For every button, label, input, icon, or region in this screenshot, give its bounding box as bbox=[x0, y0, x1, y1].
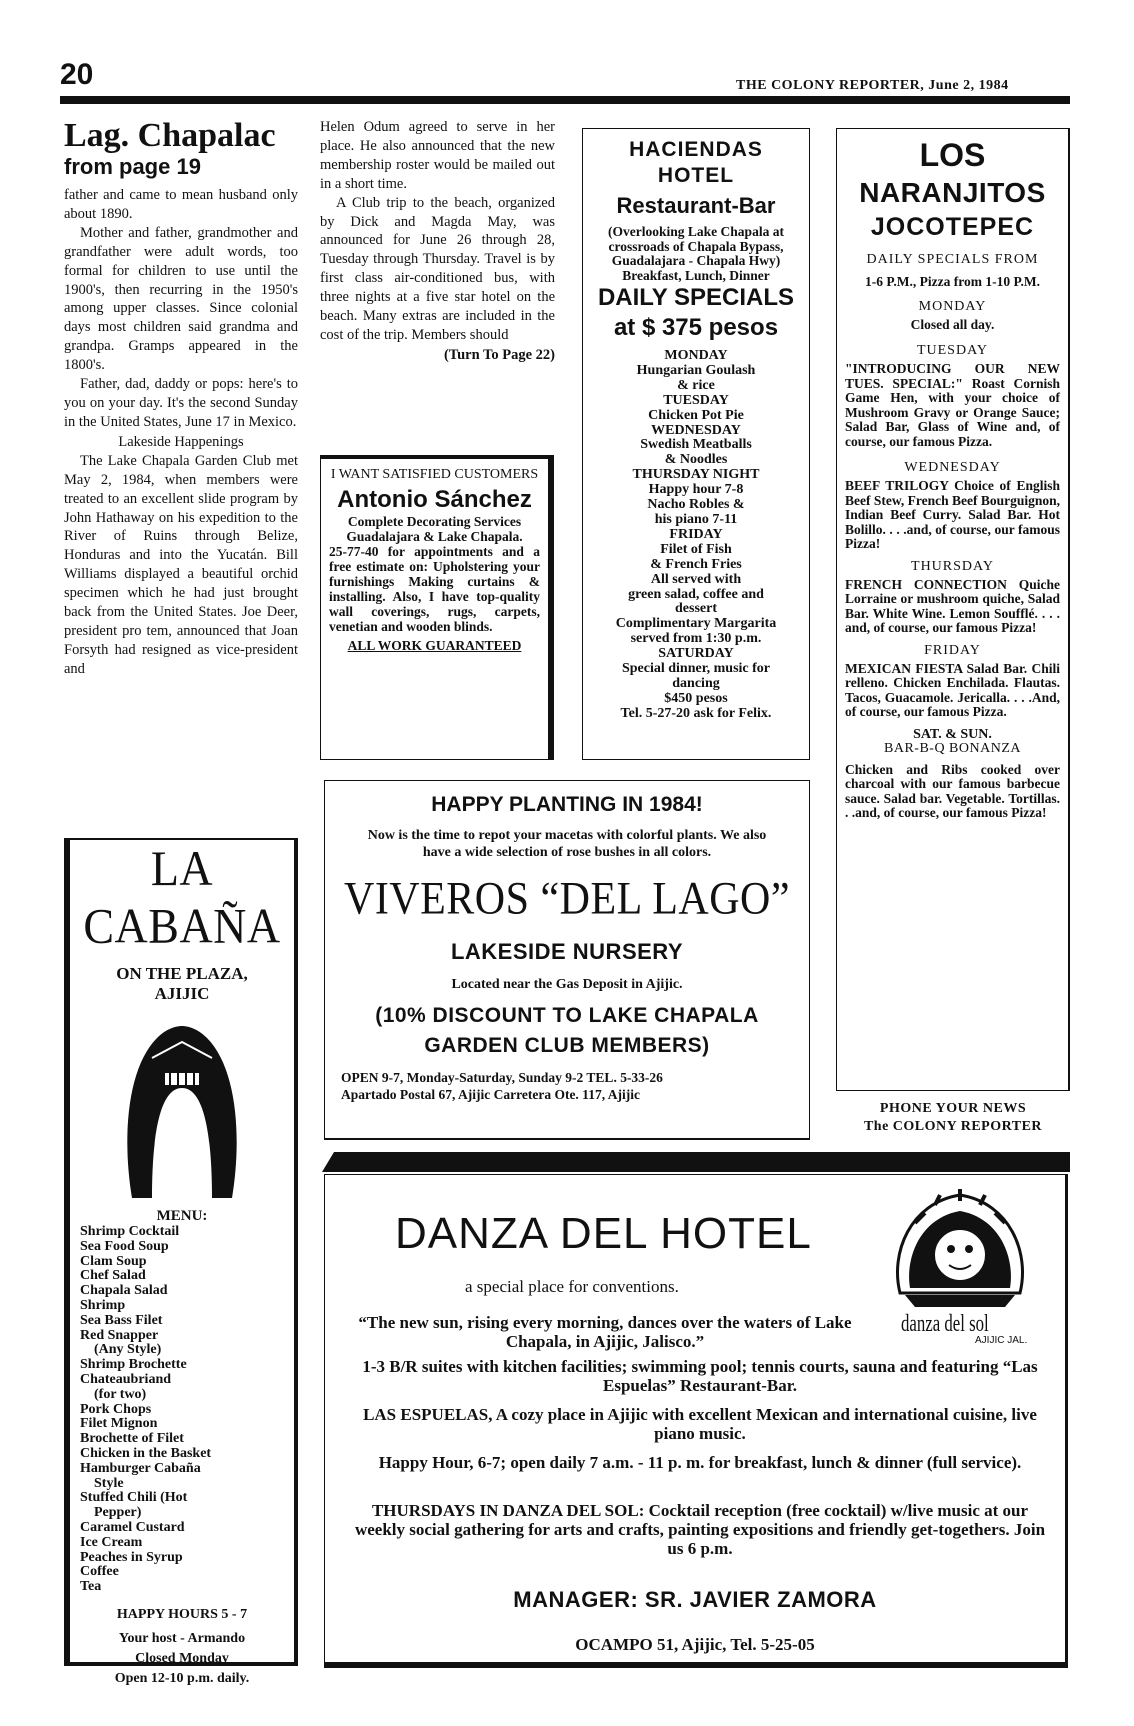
menu-line: $450 pesos bbox=[664, 690, 728, 706]
menu-item: Chapala Salad bbox=[80, 1283, 168, 1299]
menu-line: & rice bbox=[677, 377, 715, 393]
ad-name: Antonio Sánchez bbox=[337, 486, 532, 513]
ad-paragraph: THURSDAYS IN DANZA DEL SOL: Cocktail reception (free cocktail) w/live music at our weekly social gathering for arts and crafts, painting expositions and friendly get-togethers. Join us 6 p.m. bbox=[354, 1501, 1046, 1558]
ad-day-heading: WEDNESDAY bbox=[904, 460, 1001, 475]
ad-address: Apartado Postal 67, Ajijic Carretera Ote. 117, Ajijic bbox=[341, 1087, 640, 1102]
menu-line: Happy hour 7-8 bbox=[648, 482, 744, 498]
ad-title: LA CABAÑA bbox=[83, 840, 281, 954]
menu-item: Peaches in Syrup bbox=[80, 1549, 183, 1565]
la-cabana-ad bbox=[64, 838, 298, 1686]
ad-day-heading: SAT. & SUN. bbox=[913, 726, 992, 742]
menu-line: Chicken Pot Pie bbox=[648, 407, 744, 423]
menu-line: & Noodles bbox=[664, 452, 728, 468]
menu-line: & French Fries bbox=[650, 556, 742, 572]
cabana-illustration bbox=[112, 1018, 252, 1198]
ad-title: NARANJITOS bbox=[859, 177, 1046, 208]
menu-item: Sea Bass Filet bbox=[80, 1312, 163, 1328]
menu-item: Coffee bbox=[80, 1564, 119, 1580]
ad-town: JOCOTEPEC bbox=[870, 213, 1035, 241]
menu-line: MONDAY bbox=[664, 348, 728, 363]
ad-paragraph: LAS ESPUELAS, A cozy place in Ajijic with excellent Mexican and international cuisine, live piano music. bbox=[363, 1405, 1037, 1443]
ad-daily: DAILY SPECIALS FROM bbox=[866, 252, 1039, 267]
ad-location: Located near the Gas Deposit in Ajijic. bbox=[451, 977, 683, 992]
menu-item: (for two) bbox=[94, 1386, 147, 1402]
page-number: 20 bbox=[60, 58, 94, 91]
menu-item: Shrimp Cocktail bbox=[80, 1224, 180, 1239]
menu-line: SATURDAY bbox=[658, 646, 734, 662]
cabana-menu-list bbox=[80, 1225, 294, 1595]
ad-headline: HAPPY PLANTING IN 1984! bbox=[431, 793, 703, 816]
menu-title: MENU: bbox=[156, 1208, 208, 1224]
ad-tagline: a special place for conventions. bbox=[465, 1277, 679, 1296]
article-paragraph: Mother and father, grandmother and grandfather were adult words, too formal for children to use until the 1900's, then recurring in the 1950's among upper classes. Since colonial days most children said grandma and grandpa. Gramps appeared in the 1800's. bbox=[64, 224, 298, 374]
menu-item: Style bbox=[94, 1475, 124, 1491]
ad-meals: Breakfast, Lunch, Dinner bbox=[622, 267, 770, 283]
section-divider bbox=[322, 1152, 1070, 1172]
phone-news bbox=[836, 1100, 1070, 1136]
menu-line: All served with bbox=[650, 571, 742, 587]
ad-tagline: I WANT SATISFIED CUSTOMERS bbox=[330, 467, 539, 482]
article-paragraph: Father, dad, daddy or pops: here's to you on your day. It's the second Sunday in the United States, June 17 in Mexico. bbox=[64, 376, 298, 430]
ad-manager: MANAGER: SR. JAVIER ZAMORA bbox=[513, 1587, 877, 1612]
menu-item: Chicken in the Basket bbox=[80, 1445, 212, 1461]
cabana-happy-hours: HAPPY HOURS 5 - 7 bbox=[116, 1606, 248, 1622]
article-continued: from page 19 bbox=[64, 154, 201, 179]
menu-item: (Any Style) bbox=[94, 1342, 162, 1358]
ad-brand: VIVEROS “DEL LAGO” bbox=[343, 873, 791, 925]
menu-item: Filet Mignon bbox=[80, 1416, 158, 1432]
menu-line: FRIDAY bbox=[669, 526, 723, 542]
menu-line: WEDNESDAY bbox=[651, 422, 741, 438]
viveros-del-lago-ad bbox=[324, 780, 810, 1140]
ad-place: ON THE PLAZA, AJIJIC bbox=[116, 964, 248, 1003]
ad-title: DANZA DEL HOTEL bbox=[395, 1209, 812, 1258]
menu-line: Complimentary Margarita bbox=[615, 616, 777, 632]
menu-line: THURSDAY NIGHT bbox=[632, 467, 760, 483]
menu-item: Caramel Custard bbox=[80, 1519, 185, 1535]
ad-specials: DAILY SPECIALS bbox=[597, 284, 795, 311]
article-column-1 bbox=[64, 118, 298, 679]
menu-item: Stuffed Chili (Hot bbox=[80, 1490, 188, 1506]
menu-line: green salad, coffee and bbox=[628, 586, 764, 602]
ad-body: Now is the time to repot your macetas with colorful plants. We also have a wide selection of rose bushes in all colors. bbox=[367, 828, 767, 860]
cabana-host: Your host - Armando bbox=[118, 1630, 246, 1646]
menu-line: his piano 7-11 bbox=[654, 511, 738, 527]
ad-title: LOS bbox=[919, 137, 986, 173]
ad-line: Guadalajara & Lake Chapala. bbox=[346, 529, 523, 544]
ad-discount: GARDEN CLUB MEMBERS) bbox=[424, 1034, 710, 1057]
menu-item: Chateaubriand bbox=[80, 1371, 172, 1387]
ad-location: (Overlooking Lake Chapala at crossroads of Chapala Bypass, Guadalajara - Chapala Hwy) bbox=[608, 224, 784, 268]
los-naranjitos-ad bbox=[836, 128, 1070, 1091]
menu-line: Filet of Fish bbox=[660, 541, 732, 557]
ad-guarantee: ALL WORK GUARANTEED bbox=[347, 638, 522, 653]
antonio-sanchez-ad bbox=[320, 455, 554, 760]
menu-line: dessert bbox=[675, 601, 717, 617]
ad-quote: “The new sun, rising every morning, dances over the waters of Lake Chapala, in Ajijic, Jalisco.” bbox=[358, 1313, 852, 1351]
menu-item: Clam Soup bbox=[80, 1253, 147, 1269]
ad-day-heading: THURSDAY bbox=[911, 558, 994, 574]
menu-item: Red Snapper bbox=[80, 1327, 159, 1343]
ad-day-heading: TUESDAY bbox=[916, 343, 989, 358]
ad-day-heading: FRIDAY bbox=[924, 642, 981, 658]
ad-day-heading: BAR-B-Q BONANZA bbox=[884, 741, 1021, 756]
ad-day-heading: MONDAY bbox=[918, 298, 987, 314]
ad-hours: OPEN 9-7, Monday-Saturday, Sunday 9-2 TEL. 5-33-26 bbox=[341, 1070, 663, 1085]
ad-body: 25-77-40 for appointments and a free estimate on: Upholstering your furnishings Making curtains & installing. Also, I have top-quality wall coverings, rugs, carpets, venetian and wooden blinds. bbox=[329, 544, 540, 634]
ad-subtitle: Restaurant-Bar bbox=[616, 193, 776, 218]
article-subhead: Lakeside Happenings bbox=[118, 433, 244, 450]
menu-line: Hungarian Goulash bbox=[636, 362, 756, 378]
ad-line: Complete Decorating Services bbox=[347, 514, 522, 529]
ad-day-text: BEEF TRILOGY Choice of English Beef Stew, French Beef Bourguignon, Indian Beef Curry. Salad Bar. Hot Bolillo. . . .and, of course, our famous Pizza! bbox=[845, 478, 1060, 551]
article-paragraph: The Lake Chapala Garden Club met May 2, 1984, when members were treated to an excellent slide program by John Hathaway on his expedition to the River of Ruins through Belize, Honduras and into the Yucatán. Bill Williams displayed a beautiful orchid specimen which he had just brought back from the United States. Joe Deer, president pro tem, announced that Joan Forsyth had resigned as vice-president and bbox=[64, 452, 298, 677]
menu-item: Tea bbox=[80, 1579, 102, 1595]
ad-day-text: "INTRODUCING OUR NEW TUES. SPECIAL:" Roast Cornish Game Hen, with your choice of Mushroom Gravy or Orange Sauce; Salad Bar, Glass of Wine and, of course, our famous Pizza. bbox=[845, 361, 1060, 449]
article-paragraph: A Club trip to the beach, organized by Dick and Magda May, was announced for June 26 through 28, Tuesday through Thursday. Travel is by first class air-conditioned bus, with three nights at a five star hotel on the beach. Many extras are included in the cost of the trip. Members should bbox=[320, 194, 555, 343]
menu-item: Ice Cream bbox=[80, 1534, 143, 1550]
phone-news-line: PHONE YOUR NEWS bbox=[879, 1101, 1027, 1116]
menu-item: Chef Salad bbox=[80, 1268, 146, 1284]
header-rule bbox=[60, 96, 1070, 104]
ad-day-text: MEXICAN FIESTA Salad Bar. Chili relleno. Chicken Enchilada. Flautas. Tacos, Guacamole. Jericalla. . . .And, of course, our famous Pizza. bbox=[845, 660, 1060, 719]
turn-to-page: (Turn To Page 22) bbox=[443, 346, 555, 363]
ad-title: HACIENDAS bbox=[629, 138, 763, 161]
ad-paragraph: 1-3 B/R suites with kitchen facilities; swimming pool; tennis courts, sauna and featuring “Las Espuelas” Restaurant-Bar. bbox=[362, 1357, 1038, 1395]
cabana-closed: Closed Monday bbox=[135, 1650, 229, 1666]
logo-wordmark: danza del sol bbox=[901, 1311, 989, 1337]
menu-line: TUESDAY bbox=[663, 392, 729, 408]
menu-line: Nacho Robles & bbox=[647, 497, 745, 513]
menu-line: Special dinner, music for bbox=[621, 661, 771, 677]
menu-item: Pepper) bbox=[94, 1505, 142, 1521]
menu-item: Pork Chops bbox=[80, 1401, 152, 1417]
publication-header: THE COLONY REPORTER, June 2, 1984 bbox=[736, 78, 1009, 93]
haciendas-hotel-ad bbox=[582, 128, 810, 760]
menu-line: Tel. 5-27-20 ask for Felix. bbox=[620, 705, 772, 721]
article-headline: Lag. Chapalac bbox=[64, 117, 276, 154]
ad-title: HOTEL bbox=[657, 164, 735, 187]
article-paragraph: father and came to mean husband only about 1890. bbox=[64, 187, 298, 222]
cabana-open: Open 12-10 p.m. daily. bbox=[114, 1670, 250, 1686]
ad-nursery: LAKESIDE NURSERY bbox=[450, 939, 684, 964]
ad-day-text: Closed all day. bbox=[910, 316, 995, 332]
ad-paragraph: Happy Hour, 6-7; open daily 7 a.m. - 11 p. m. for breakfast, lunch & dinner (full service). bbox=[378, 1453, 1022, 1472]
sun-logo-icon bbox=[885, 1183, 1035, 1313]
danza-del-hotel-ad bbox=[324, 1174, 1068, 1668]
ad-hours: 1-6 P.M., Pizza from 1-10 P.M. bbox=[865, 274, 1040, 289]
menu-line: Swedish Meatballs bbox=[640, 437, 752, 453]
article-paragraph: Helen Odum agreed to serve in her place. He also announced that the new membership roster would be mailed out in a short time. bbox=[320, 119, 555, 192]
menu-item: Shrimp Brochette bbox=[80, 1357, 187, 1373]
menu-item: Sea Food Soup bbox=[80, 1238, 169, 1254]
menu-line: served from 1:30 p.m. bbox=[630, 631, 762, 647]
ad-discount: (10% DISCOUNT TO LAKE CHAPALA bbox=[375, 1004, 759, 1027]
ad-day-text: FRENCH CONNECTION Quiche Lorraine or mushroom quiche, Salad Bar. White Wine. Lemon Soufflé. . . . and, of course, our famous Pizza! bbox=[845, 576, 1060, 635]
logo-location: AJIJIC JAL. bbox=[975, 1335, 1028, 1346]
menu-item: Shrimp bbox=[80, 1297, 126, 1313]
phone-news-line: The COLONY REPORTER bbox=[863, 1119, 1043, 1134]
ad-price: at $ 375 pesos bbox=[613, 314, 779, 341]
hut-figure-icon bbox=[112, 1018, 252, 1198]
menu-item: Hamburger Cabaña bbox=[80, 1460, 201, 1476]
menu-line: dancing bbox=[672, 675, 720, 691]
ad-address: OCAMPO 51, Ajijic, Tel. 5-25-05 bbox=[575, 1635, 815, 1654]
ad-menu bbox=[591, 349, 801, 722]
menu-item: Brochette of Filet bbox=[80, 1431, 184, 1447]
ad-day-text: Chicken and Ribs cooked over charcoal with our famous barbecue sauce. Salad bar. Vegetable. Tortillas. . .and, of course, our famous Pizza! bbox=[845, 761, 1060, 820]
article-column-2 bbox=[320, 118, 555, 365]
